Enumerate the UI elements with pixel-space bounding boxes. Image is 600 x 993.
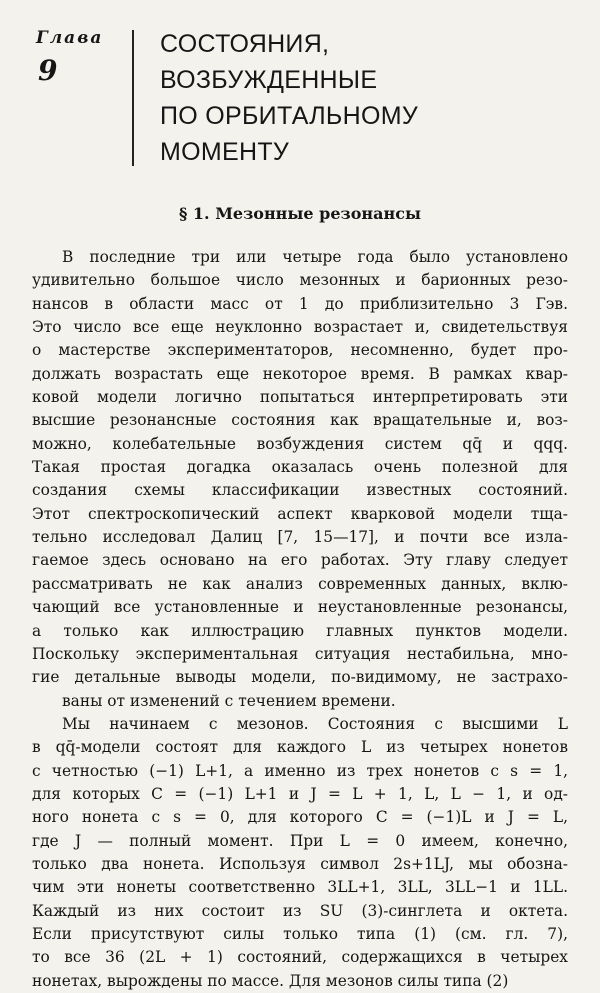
text-line: где J — полный момент. При L = 0 имеем, конечно, <box>32 831 568 850</box>
chapter-title-line: МОМЕНТУ <box>160 138 290 166</box>
text-line: В последние три или четыре года было установлено <box>62 248 568 266</box>
text-line: должать возрастать еще некоторое время. В рамках квар- <box>32 364 568 383</box>
text-line: в qq̄-модели состоят для каждого L из четырех нонетов <box>32 738 568 757</box>
chapter-title <box>160 26 580 170</box>
text-line: можно, колебательные возбуждения систем qq̄ и qqq. <box>32 434 568 453</box>
text-line: нонетах, вырождены по массе. Для мезонов силы типа (2) <box>32 971 509 990</box>
section-heading: § 1. Мезонные резонансы <box>178 204 421 223</box>
text-line: удивительно большое число мезонных и барионных резо- <box>32 271 568 290</box>
text-line: гаемое здесь основано на его работах. Эту главу следует <box>32 551 568 570</box>
text-line: чим эти нонеты соответственно 3LL+1, 3LL, 3LL−1 и 1LL. <box>32 878 568 897</box>
text-line: ного нонета с s = 0, для которого C = (−1)L и J = L, <box>32 808 568 827</box>
chapter-word: Глава <box>36 28 104 48</box>
chapter-title-line: ПО ОРБИТАЛЬНОМУ <box>160 102 419 130</box>
text-line: гие детальные выводы модели, по-видимому, не застрахо- <box>32 668 568 687</box>
text-line: Поскольку экспериментальная ситуация нестабильна, мно- <box>32 644 568 663</box>
text-line: чающий все установленные и неустановленные резонансы, <box>32 598 568 617</box>
text-line: нансов в области масс от 1 до приблизительно 3 Гэв. <box>32 294 568 313</box>
text-line: Если присутствуют силы только типа (1) (см. гл. 7), <box>32 924 568 943</box>
text-line: ковой модели логично попытаться интерпретировать эти <box>32 388 568 407</box>
body-text <box>32 246 568 993</box>
text-line: ваны от изменений с течением времени. <box>62 691 396 710</box>
text-line: тельно исследовал Далиц [7, 15—17], и почти все изла- <box>32 528 568 547</box>
text-line: то все 36 (2L + 1) состояний, содержащихся в четырех <box>32 948 568 967</box>
text-line: а только как иллюстрацию главных пунктов модели. <box>32 621 568 640</box>
text-line: Такая простая догадка оказалась очень полезной для <box>32 458 568 477</box>
text-line: о мастерстве экспериментаторов, несомненно, будет про- <box>32 341 568 360</box>
text-line: с четностью (−1) L+1, а именно из трех нонетов с s = 1, <box>32 761 568 780</box>
chapter-title-divider <box>132 30 134 166</box>
text-line: Мы начинаем с мезонов. Состояния с высшими L <box>62 714 568 733</box>
text-line: только два нонета. Используя символ 2s+1LJ, мы обозна- <box>32 854 568 873</box>
chapter-title-line: СОСТОЯНИЯ, <box>160 30 330 58</box>
text-line: высшие резонансные состояния как вращательные и, воз- <box>32 411 568 430</box>
chapter-title-line: ВОЗБУЖДЕННЫЕ <box>160 66 378 94</box>
text-line: создания схемы классификации известных состояний. <box>32 481 568 500</box>
chapter-label <box>36 28 126 87</box>
text-line: Это число все еще неуклонно возрастает и, свидетельствуя <box>32 318 568 337</box>
text-line: Этот спектроскопический аспект кварковой модели тща- <box>32 504 568 523</box>
chapter-number: 9 <box>38 54 58 87</box>
text-line: Каждый из них состоит из SU (3)-синглета и октета. <box>32 901 568 920</box>
text-line: рассматривать не как анализ современных данных, вклю- <box>32 574 568 593</box>
text-line: для которых C = (−1) L+1 и J = L + 1, L, L − 1, и од- <box>32 784 568 803</box>
